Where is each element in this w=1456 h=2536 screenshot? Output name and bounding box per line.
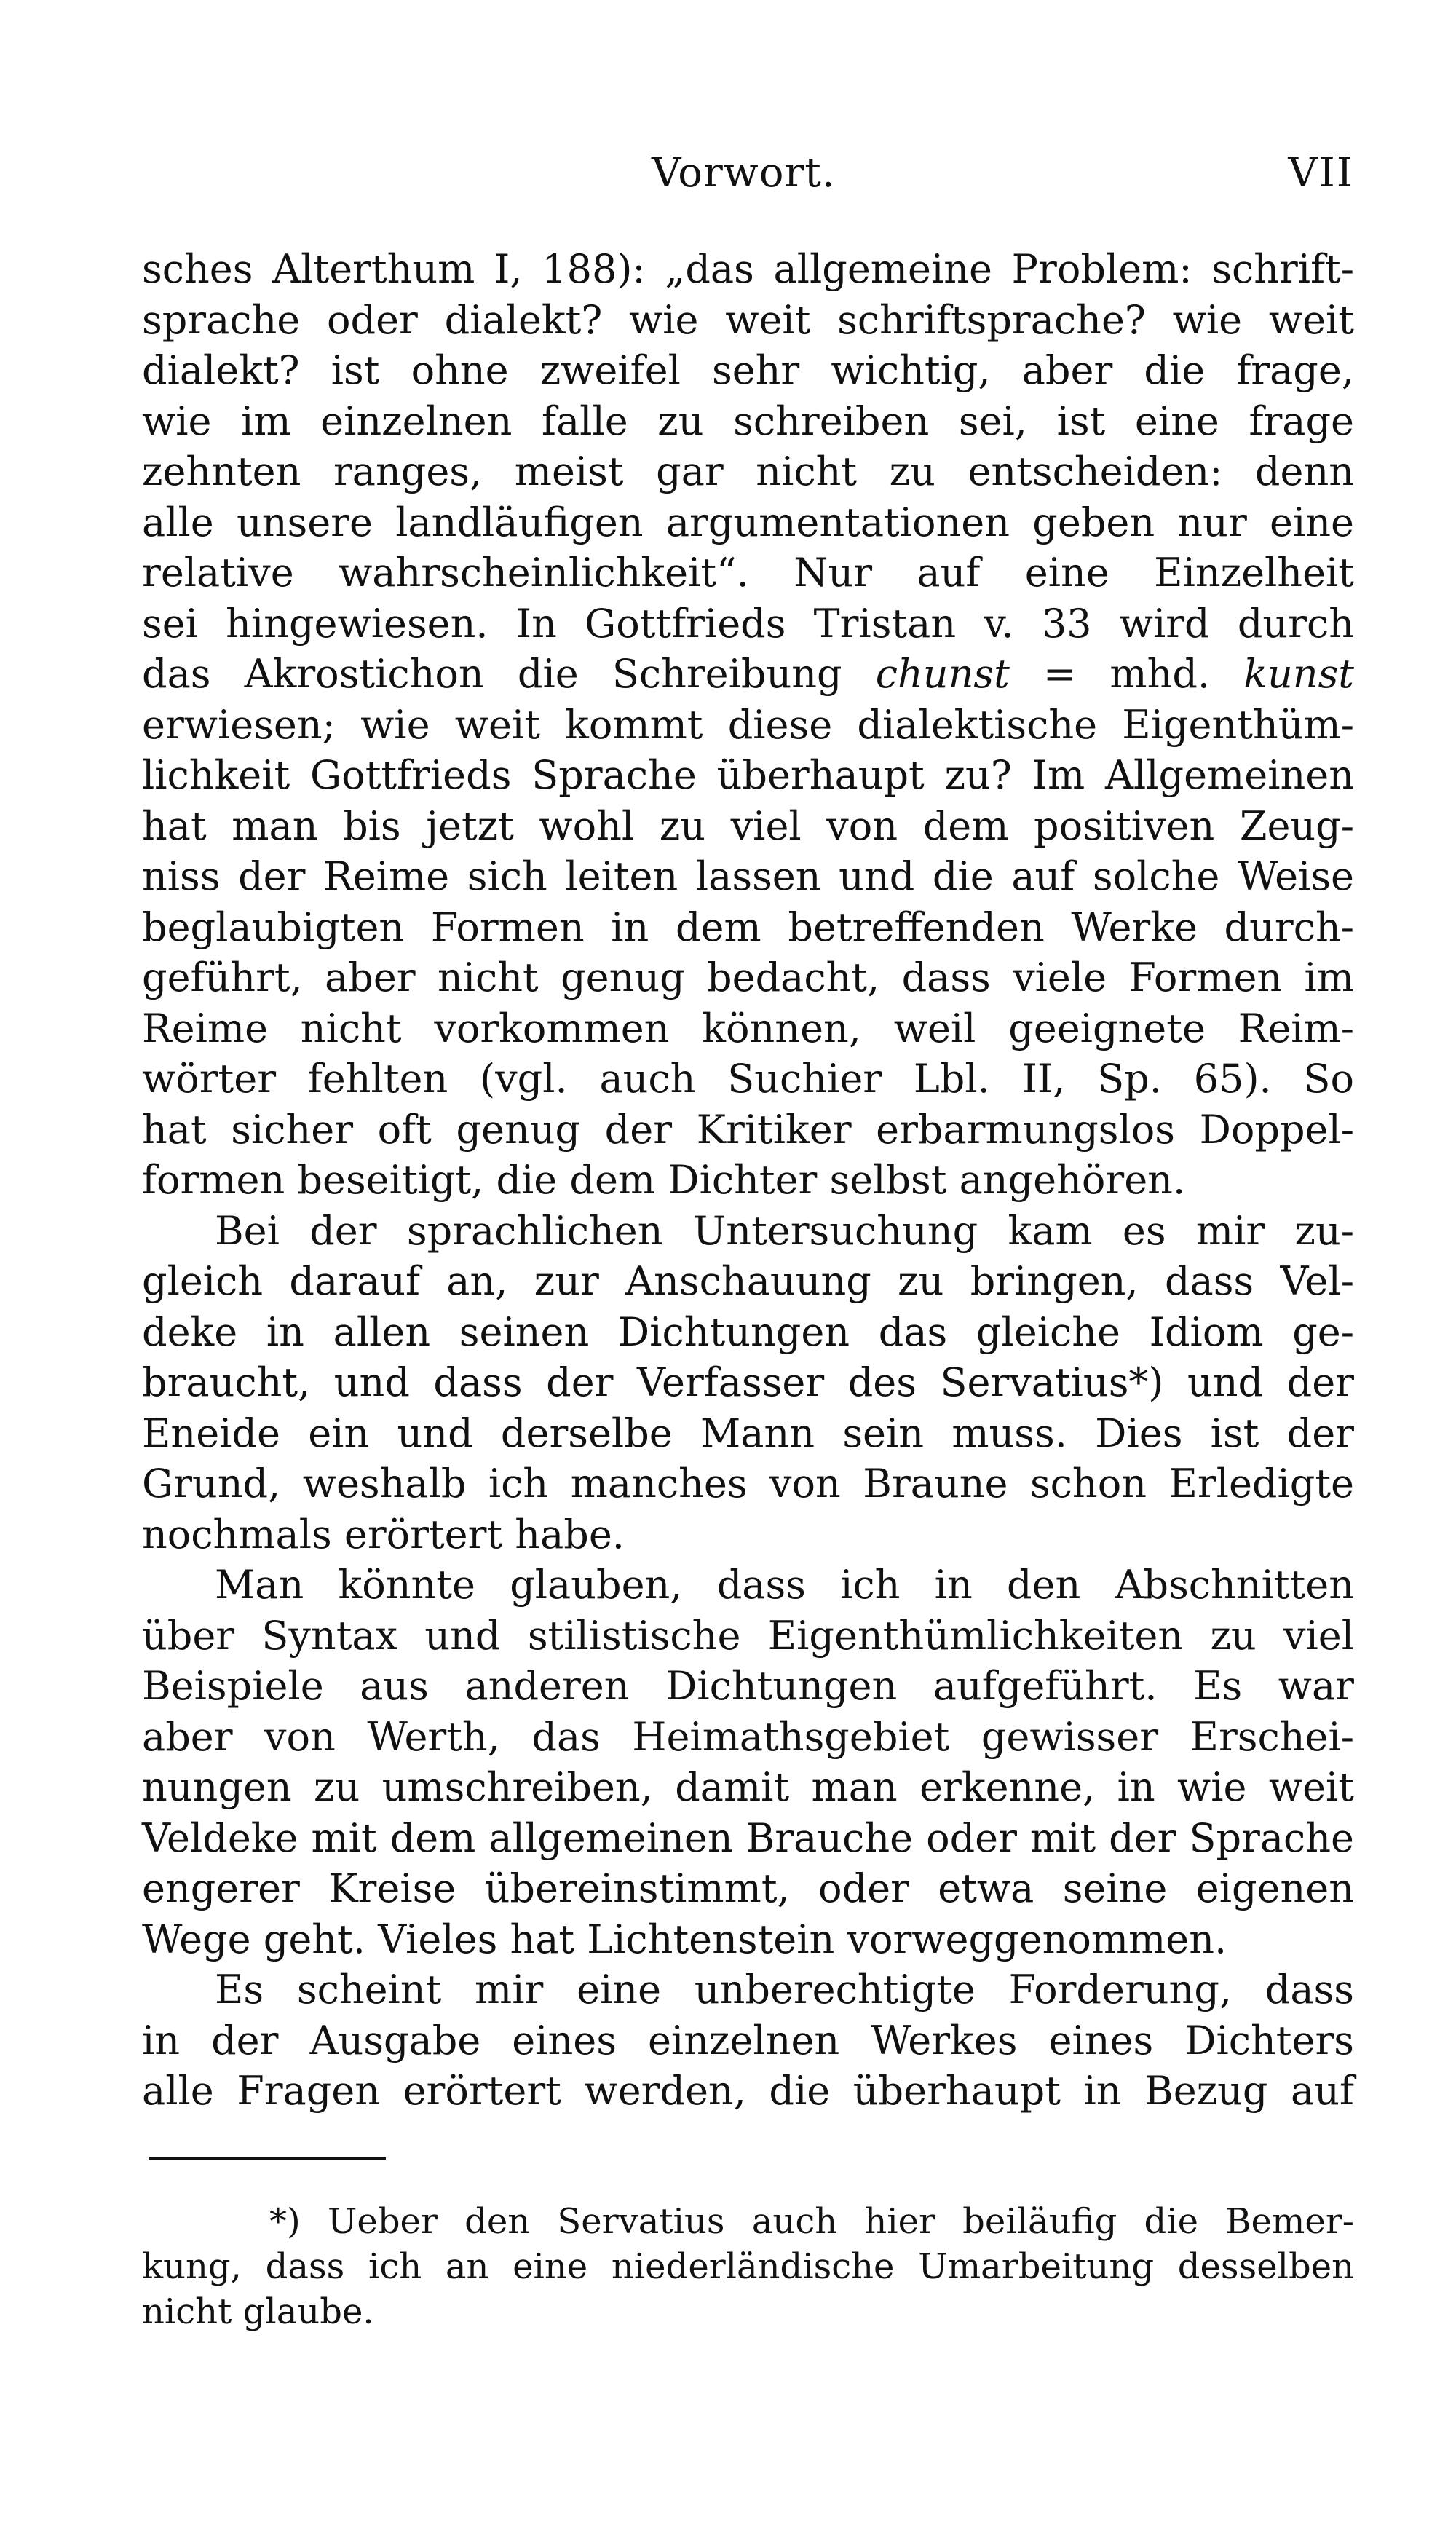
footnote (142, 2199, 1354, 2334)
text-segment: = mhd. (1009, 651, 1244, 697)
text-line: alle unsere landläufigen argumentationen geben nur eine (142, 499, 1354, 545)
text-line: niss der Reime sich leiten lassen und die auf solche Weise (142, 853, 1354, 899)
text-line: hat sicher oft genug der Kritiker erbarmungslos Doppel- (142, 1106, 1354, 1153)
text-line: erwiesen; wie weit kommt diese dialektische Eigenthüm- (142, 701, 1354, 748)
text-line: aber von Werth, das Heimathsgebiet gewisser Erschei- (142, 1713, 1354, 1760)
page-number: VII (1288, 149, 1354, 197)
text-line: sei hingewiesen. In Gottfrieds Tristan v. 33 wird durch (142, 600, 1354, 647)
text-line: formen beseitigt, die dem Dichter selbst angehören. (142, 1157, 1186, 1203)
text-line: Reime nicht vorkommen können, weil geeignete Reim- (142, 1005, 1354, 1051)
text-line: sches Alterthum I, 188): „das allgemeine Problem: schrift- (142, 246, 1354, 292)
text-line: Veldeke mit dem allgemeinen Brauche oder mit der Sprache (142, 1814, 1354, 1861)
text-line: zehnten ranges, meist gar nicht zu entscheiden: denn (142, 449, 1354, 494)
text-line: Wege geht. Vieles hat Lichtenstein vorweggenommen. (142, 1916, 1227, 1962)
text-line: braucht, und dass der Verfasser des Servatius*) und der (142, 1359, 1354, 1405)
footnote-separator-rule (149, 2157, 386, 2160)
text-line: wie im einzelnen falle zu schreiben sei, ist eine frage (142, 398, 1354, 444)
text-line: Bei der sprachlichen Untersuchung kam es mir zu- (215, 1207, 1354, 1254)
text-line: geführt, aber nicht genug bedacht, dass viele Formen im (142, 955, 1354, 1000)
footnote-line: nicht glaube. (142, 2291, 374, 2332)
body-text (142, 244, 1354, 2117)
text-line: sprache oder dialekt? wie weit schriftsprache? wie weit (142, 296, 1354, 343)
text-line: über Syntax und stilistische Eigenthümlichkeiten zu viel (142, 1612, 1354, 1659)
text-line: deke in allen seinen Dichtungen das gleiche Idiom ge- (142, 1308, 1354, 1355)
text-line: nungen zu umschreiben, damit man erkenne, in wie weit (142, 1764, 1354, 1810)
text-segment: das Akrostichon die Schreibung (142, 651, 876, 697)
text-line: alle Fragen erörtert werden, die überhaupt in Bezug auf (142, 2068, 1354, 2114)
page-header (142, 142, 1354, 208)
text-line: Beispiele aus anderen Dichtungen aufgeführt. Es war (142, 1663, 1354, 1709)
text-line: engerer Kreise übereinstimmt, oder etwa seine eigenen (142, 1865, 1354, 1911)
text-line: Grund, weshalb ich manches von Braune schon Erledigte (142, 1461, 1354, 1506)
footnote-line: kung, dass ich an eine niederländische Umarbeitung desselben (142, 2246, 1354, 2287)
text-line: Eneide ein und derselbe Mann sein muss. Dies ist der (142, 1410, 1354, 1456)
text-line: nochmals erörtert habe. (142, 1511, 625, 1557)
text-line: lichkeit Gottfrieds Sprache überhaupt zu? Im Allgemeinen (142, 752, 1354, 798)
text-line: in der Ausgabe eines einzelnen Werkes eines Dichters (142, 2017, 1354, 2063)
running-title: Vorwort. (652, 149, 836, 197)
text-line: dialekt? ist ohne zweifel sehr wichtig, aber die frage, (142, 347, 1354, 393)
italic-term-chunst: chunst (875, 651, 1010, 697)
footnote-line: *) Ueber den Servatius auch hier beiläufig die Bemer- (269, 2201, 1354, 2242)
text-line: hat man bis jetzt wohl zu viel von dem positiven Zeug- (142, 802, 1354, 849)
text-line: relative wahrscheinlichkeit“. Nur auf eine Einzelheit (142, 550, 1354, 596)
text-line: wörter fehlten (vgl. auch Suchier Lbl. II, Sp. 65). So (142, 1056, 1354, 1102)
text-line: Es scheint mir eine unberechtigte Forderung, dass (215, 1967, 1354, 2012)
text-line-with-italics (142, 649, 1354, 700)
italic-term-kunst: kunst (1243, 651, 1354, 697)
text-line: Man könnte glauben, dass ich in den Abschnitten (215, 1562, 1354, 1608)
text-line: gleich darauf an, zur Anschauung zu bringen, dass Vel- (142, 1258, 1354, 1304)
text-line: beglaubigten Formen in dem betreffenden Werke durch- (142, 904, 1354, 950)
